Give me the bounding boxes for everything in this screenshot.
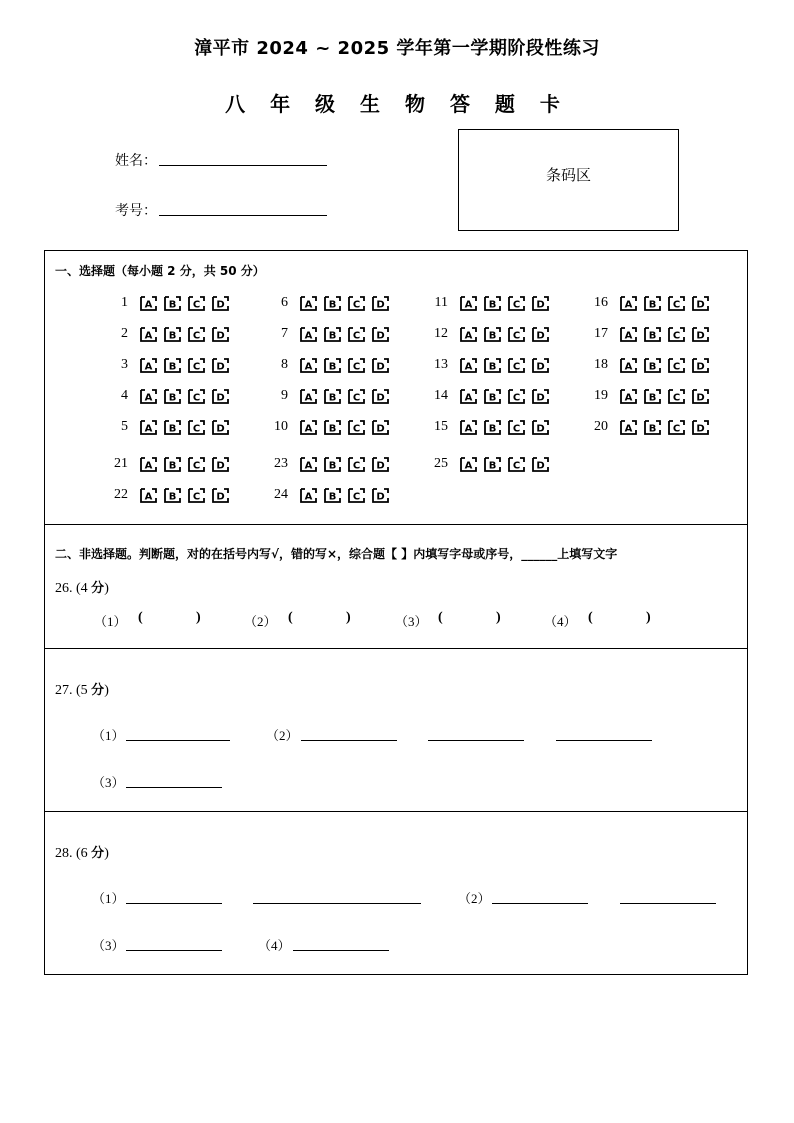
answer-bubble-b[interactable] bbox=[324, 488, 341, 503]
svg-text:D: D bbox=[536, 299, 545, 311]
svg-text:B: B bbox=[488, 299, 497, 311]
svg-text:D: D bbox=[376, 423, 385, 435]
svg-text:A: A bbox=[144, 392, 153, 404]
answer-bubble-b[interactable] bbox=[164, 420, 181, 435]
answer-bubble-d[interactable] bbox=[212, 358, 229, 373]
section1-title: 一、选择题（每小题 2 分，共 50 分） bbox=[55, 264, 265, 278]
q27-part3-label: （3） bbox=[92, 775, 125, 790]
exam-number-field[interactable] bbox=[159, 215, 327, 216]
question-number: 6 bbox=[281, 295, 288, 310]
svg-text:A: A bbox=[464, 330, 473, 342]
answer-bubble-a[interactable] bbox=[300, 420, 317, 435]
question-number: 4 bbox=[121, 388, 128, 403]
q26-part4-close-bracket: ) bbox=[646, 610, 651, 625]
svg-text:D: D bbox=[376, 392, 385, 404]
question-27-title: 27. (5 分) bbox=[55, 683, 109, 698]
answer-bubble-a[interactable] bbox=[620, 296, 637, 311]
question-number: 19 bbox=[594, 388, 608, 403]
svg-text:A: A bbox=[464, 392, 473, 404]
q26-part1-close-bracket: ) bbox=[196, 610, 201, 625]
question-number: 12 bbox=[434, 326, 448, 341]
answer-bubble-b[interactable] bbox=[324, 296, 341, 311]
answer-bubble-a[interactable] bbox=[620, 389, 637, 404]
svg-text:D: D bbox=[696, 361, 705, 373]
section-divider bbox=[44, 524, 748, 525]
question-28-title: 28. (6 分) bbox=[55, 846, 109, 861]
svg-text:A: A bbox=[464, 460, 473, 472]
answer-bubble-c[interactable] bbox=[188, 420, 205, 435]
question-number: 21 bbox=[114, 456, 128, 471]
question-number: 23 bbox=[274, 456, 288, 471]
answer-bubble-c[interactable] bbox=[188, 389, 205, 404]
svg-text:D: D bbox=[536, 423, 545, 435]
svg-text:C: C bbox=[352, 423, 361, 435]
answer-bubble-c[interactable] bbox=[348, 457, 365, 472]
answer-bubble-d[interactable] bbox=[532, 296, 549, 311]
svg-text:B: B bbox=[168, 491, 177, 503]
svg-text:C: C bbox=[672, 423, 681, 435]
question-number: 22 bbox=[114, 487, 128, 502]
svg-text:B: B bbox=[488, 361, 497, 373]
svg-text:A: A bbox=[464, 361, 473, 373]
q28-part1-blank-2[interactable] bbox=[253, 903, 421, 904]
answer-bubble-b[interactable] bbox=[164, 327, 181, 342]
q28-part3-label: （3） bbox=[92, 938, 125, 953]
question-number: 5 bbox=[121, 419, 128, 434]
answer-bubble-c[interactable] bbox=[508, 389, 525, 404]
svg-text:D: D bbox=[696, 392, 705, 404]
barcode-label: 条码区 bbox=[545, 166, 591, 184]
svg-text:D: D bbox=[536, 361, 545, 373]
answer-bubble-b[interactable] bbox=[164, 457, 181, 472]
answer-bubble-c[interactable] bbox=[348, 327, 365, 342]
answer-bubble-b[interactable] bbox=[644, 420, 661, 435]
answer-bubble-c[interactable] bbox=[188, 358, 205, 373]
answer-bubble-a[interactable] bbox=[300, 327, 317, 342]
svg-text:A: A bbox=[144, 330, 153, 342]
svg-text:D: D bbox=[696, 299, 705, 311]
answer-bubble-b[interactable] bbox=[324, 420, 341, 435]
question-number: 17 bbox=[594, 326, 608, 341]
q27-part3-blank[interactable] bbox=[126, 787, 222, 788]
q26-part2-open-bracket: ( bbox=[288, 610, 293, 625]
q26-part3-open-bracket: ( bbox=[438, 610, 443, 625]
svg-text:D: D bbox=[376, 361, 385, 373]
q27-part1-label: （1） bbox=[92, 728, 125, 743]
q28-part4-blank[interactable] bbox=[293, 950, 389, 951]
question-number: 2 bbox=[121, 326, 128, 341]
svg-text:A: A bbox=[304, 299, 313, 311]
answer-bubble-b[interactable] bbox=[484, 420, 501, 435]
answer-bubble-b[interactable] bbox=[484, 296, 501, 311]
answer-bubble-c[interactable] bbox=[348, 488, 365, 503]
svg-text:C: C bbox=[672, 392, 681, 404]
answer-bubble-d[interactable] bbox=[532, 420, 549, 435]
svg-text:D: D bbox=[696, 330, 705, 342]
answer-bubble-d[interactable] bbox=[372, 358, 389, 373]
svg-text:C: C bbox=[352, 330, 361, 342]
name-label: 姓名： bbox=[115, 153, 157, 169]
svg-text:B: B bbox=[488, 330, 497, 342]
answer-bubble-d[interactable] bbox=[692, 389, 709, 404]
svg-text:D: D bbox=[216, 361, 225, 373]
svg-text:C: C bbox=[192, 423, 201, 435]
svg-text:C: C bbox=[192, 361, 201, 373]
answer-bubble-d[interactable] bbox=[532, 358, 549, 373]
svg-text:C: C bbox=[192, 330, 201, 342]
svg-text:C: C bbox=[672, 361, 681, 373]
svg-text:A: A bbox=[304, 361, 313, 373]
q26-part3-label: （3） bbox=[395, 614, 428, 629]
svg-text:B: B bbox=[328, 299, 337, 311]
answer-bubble-d[interactable] bbox=[212, 488, 229, 503]
answer-bubble-a[interactable] bbox=[300, 389, 317, 404]
svg-text:B: B bbox=[648, 392, 657, 404]
svg-text:D: D bbox=[536, 460, 545, 472]
answer-bubble-a[interactable] bbox=[300, 296, 317, 311]
svg-text:B: B bbox=[328, 361, 337, 373]
svg-text:C: C bbox=[192, 299, 201, 311]
answer-bubble-b[interactable] bbox=[324, 358, 341, 373]
q27-part2-blank-2[interactable] bbox=[428, 740, 524, 741]
page-title: 漳平市 2024 ~ 2025 学年第一学期阶段性练习 bbox=[194, 38, 600, 59]
svg-text:D: D bbox=[376, 299, 385, 311]
svg-text:A: A bbox=[144, 491, 153, 503]
answer-bubble-b[interactable] bbox=[164, 389, 181, 404]
question-number: 1 bbox=[121, 295, 128, 310]
q26-part4-open-bracket: ( bbox=[588, 610, 593, 625]
svg-text:A: A bbox=[304, 423, 313, 435]
question-number: 16 bbox=[594, 295, 608, 310]
question-number: 7 bbox=[281, 326, 288, 341]
answer-bubble-c[interactable] bbox=[348, 358, 365, 373]
svg-text:D: D bbox=[536, 330, 545, 342]
svg-text:D: D bbox=[376, 330, 385, 342]
answer-bubble-c[interactable] bbox=[668, 296, 685, 311]
answer-bubble-d[interactable] bbox=[692, 327, 709, 342]
svg-text:B: B bbox=[488, 423, 497, 435]
q26-part1-answer[interactable] bbox=[146, 608, 194, 628]
svg-text:B: B bbox=[328, 460, 337, 472]
answer-bubble-b[interactable] bbox=[644, 296, 661, 311]
question-26-title: 26. (4 分) bbox=[55, 581, 109, 596]
answer-bubble-d[interactable] bbox=[372, 389, 389, 404]
svg-text:A: A bbox=[624, 423, 633, 435]
answer-bubble-c[interactable] bbox=[508, 327, 525, 342]
svg-text:B: B bbox=[328, 330, 337, 342]
answer-bubble-c[interactable] bbox=[668, 327, 685, 342]
svg-text:D: D bbox=[216, 330, 225, 342]
answer-bubble-d[interactable] bbox=[372, 296, 389, 311]
svg-text:B: B bbox=[168, 299, 177, 311]
svg-text:B: B bbox=[168, 361, 177, 373]
answer-bubble-b[interactable] bbox=[324, 327, 341, 342]
q28-part1-blank-1[interactable] bbox=[126, 903, 222, 904]
answer-bubble-c[interactable] bbox=[508, 358, 525, 373]
svg-text:A: A bbox=[144, 423, 153, 435]
answer-bubble-c[interactable] bbox=[188, 457, 205, 472]
svg-text:A: A bbox=[624, 361, 633, 373]
answer-bubble-d[interactable] bbox=[212, 420, 229, 435]
q28-part2-label: （2） bbox=[458, 891, 491, 906]
answer-bubble-a[interactable] bbox=[140, 488, 157, 503]
question-number: 20 bbox=[594, 419, 608, 434]
answer-bubble-a[interactable] bbox=[620, 358, 637, 373]
svg-text:D: D bbox=[376, 491, 385, 503]
svg-text:C: C bbox=[352, 299, 361, 311]
svg-text:C: C bbox=[352, 460, 361, 472]
answer-bubble-c[interactable] bbox=[188, 488, 205, 503]
exam-number-label: 考号： bbox=[115, 203, 157, 219]
answer-bubble-a[interactable] bbox=[300, 457, 317, 472]
svg-text:D: D bbox=[216, 392, 225, 404]
answer-bubble-d[interactable] bbox=[692, 358, 709, 373]
q26-part2-answer[interactable] bbox=[296, 608, 344, 628]
answer-bubble-c[interactable] bbox=[508, 296, 525, 311]
svg-text:B: B bbox=[648, 423, 657, 435]
svg-text:D: D bbox=[216, 460, 225, 472]
answer-bubble-a[interactable] bbox=[460, 327, 477, 342]
svg-text:B: B bbox=[648, 299, 657, 311]
answer-bubble-b[interactable] bbox=[164, 358, 181, 373]
answer-bubble-c[interactable] bbox=[668, 389, 685, 404]
q27-part2-blank-1[interactable] bbox=[301, 740, 397, 741]
answer-bubble-a[interactable] bbox=[460, 296, 477, 311]
svg-text:A: A bbox=[624, 330, 633, 342]
answer-bubble-c[interactable] bbox=[348, 296, 365, 311]
svg-text:B: B bbox=[168, 330, 177, 342]
section-divider bbox=[44, 648, 748, 649]
answer-bubble-d[interactable] bbox=[372, 420, 389, 435]
answer-bubble-a[interactable] bbox=[140, 358, 157, 373]
svg-text:A: A bbox=[624, 299, 633, 311]
svg-text:B: B bbox=[328, 491, 337, 503]
svg-text:A: A bbox=[144, 361, 153, 373]
answer-bubble-c[interactable] bbox=[188, 327, 205, 342]
question-number: 15 bbox=[434, 419, 448, 434]
svg-text:C: C bbox=[512, 460, 521, 472]
answer-bubble-c[interactable] bbox=[668, 358, 685, 373]
answer-bubble-b[interactable] bbox=[484, 457, 501, 472]
answer-bubble-a[interactable] bbox=[300, 488, 317, 503]
answer-bubble-d[interactable] bbox=[692, 296, 709, 311]
svg-text:B: B bbox=[488, 392, 497, 404]
svg-text:B: B bbox=[328, 423, 337, 435]
barcode-area bbox=[458, 129, 679, 231]
svg-text:C: C bbox=[512, 423, 521, 435]
answer-bubble-d[interactable] bbox=[532, 327, 549, 342]
answer-bubble-b[interactable] bbox=[324, 389, 341, 404]
svg-text:D: D bbox=[696, 423, 705, 435]
answer-bubble-d[interactable] bbox=[212, 296, 229, 311]
svg-text:D: D bbox=[216, 423, 225, 435]
answer-bubble-d[interactable] bbox=[372, 488, 389, 503]
question-number: 25 bbox=[434, 456, 448, 471]
svg-text:D: D bbox=[376, 460, 385, 472]
q26-part1-label: （1） bbox=[94, 614, 127, 629]
answer-bubble-a[interactable] bbox=[460, 358, 477, 373]
svg-text:D: D bbox=[216, 491, 225, 503]
answer-bubble-a[interactable] bbox=[460, 389, 477, 404]
answer-bubble-a[interactable] bbox=[300, 358, 317, 373]
svg-text:A: A bbox=[304, 491, 313, 503]
answer-bubble-b[interactable] bbox=[644, 358, 661, 373]
q28-part2-blank-2[interactable] bbox=[620, 903, 716, 904]
svg-text:A: A bbox=[304, 392, 313, 404]
svg-text:D: D bbox=[536, 392, 545, 404]
answer-bubble-b[interactable] bbox=[484, 389, 501, 404]
svg-text:C: C bbox=[352, 361, 361, 373]
section-divider bbox=[44, 811, 748, 812]
name-field[interactable] bbox=[159, 165, 327, 166]
q27-part1-blank[interactable] bbox=[126, 740, 230, 741]
answer-bubble-b[interactable] bbox=[484, 358, 501, 373]
question-number: 11 bbox=[434, 295, 448, 310]
q28-part2-blank-1[interactable] bbox=[492, 903, 588, 904]
svg-text:A: A bbox=[464, 423, 473, 435]
answer-bubble-a[interactable] bbox=[140, 327, 157, 342]
svg-text:A: A bbox=[624, 392, 633, 404]
svg-text:A: A bbox=[464, 299, 473, 311]
answer-bubble-a[interactable] bbox=[460, 457, 477, 472]
answer-bubble-a[interactable] bbox=[620, 327, 637, 342]
svg-text:C: C bbox=[192, 392, 201, 404]
answer-bubble-b[interactable] bbox=[164, 488, 181, 503]
answer-bubble-d[interactable] bbox=[372, 457, 389, 472]
svg-text:C: C bbox=[512, 330, 521, 342]
svg-text:A: A bbox=[304, 460, 313, 472]
answer-bubble-b[interactable] bbox=[164, 296, 181, 311]
q26-part3-answer[interactable] bbox=[446, 608, 494, 628]
q26-part4-answer[interactable] bbox=[596, 608, 644, 628]
q26-part2-close-bracket: ) bbox=[346, 610, 351, 625]
q27-part2-blank-3[interactable] bbox=[556, 740, 652, 741]
answer-bubble-a[interactable] bbox=[140, 296, 157, 311]
question-number: 18 bbox=[594, 357, 608, 372]
answer-bubble-c[interactable] bbox=[348, 389, 365, 404]
answer-bubble-a[interactable] bbox=[140, 389, 157, 404]
svg-text:C: C bbox=[672, 330, 681, 342]
svg-text:A: A bbox=[144, 299, 153, 311]
svg-text:B: B bbox=[168, 460, 177, 472]
answer-bubble-b[interactable] bbox=[644, 389, 661, 404]
question-number: 14 bbox=[434, 388, 448, 403]
answer-bubble-b[interactable] bbox=[484, 327, 501, 342]
answer-bubble-c[interactable] bbox=[508, 457, 525, 472]
answer-bubble-d[interactable] bbox=[692, 420, 709, 435]
answer-bubble-a[interactable] bbox=[140, 457, 157, 472]
svg-text:B: B bbox=[168, 392, 177, 404]
question-number: 8 bbox=[281, 357, 288, 372]
svg-text:B: B bbox=[328, 392, 337, 404]
svg-text:C: C bbox=[352, 392, 361, 404]
question-number: 9 bbox=[281, 388, 288, 403]
answer-bubble-d[interactable] bbox=[372, 327, 389, 342]
answer-bubble-c[interactable] bbox=[508, 420, 525, 435]
answer-bubble-d[interactable] bbox=[532, 389, 549, 404]
svg-text:B: B bbox=[488, 460, 497, 472]
answer-bubble-a[interactable] bbox=[460, 420, 477, 435]
q26-part2-label: （2） bbox=[244, 614, 277, 629]
answer-bubble-a[interactable] bbox=[620, 420, 637, 435]
q28-part3-blank[interactable] bbox=[126, 950, 222, 951]
svg-text:B: B bbox=[168, 423, 177, 435]
q27-part2-label: （2） bbox=[266, 728, 299, 743]
answer-bubble-c[interactable] bbox=[188, 296, 205, 311]
answer-bubble-c[interactable] bbox=[348, 420, 365, 435]
svg-text:A: A bbox=[144, 460, 153, 472]
answer-bubble-d[interactable] bbox=[212, 389, 229, 404]
svg-text:C: C bbox=[512, 361, 521, 373]
svg-text:B: B bbox=[648, 361, 657, 373]
answer-bubble-d[interactable] bbox=[532, 457, 549, 472]
section2-instructions: 二、非选择题。判断题，对的在括号内写√，错的写×，综合题【 】内填写字母或序号，______上填写文字 bbox=[55, 547, 618, 561]
answer-bubble-a[interactable] bbox=[140, 420, 157, 435]
svg-text:C: C bbox=[192, 491, 201, 503]
svg-text:B: B bbox=[648, 330, 657, 342]
svg-text:C: C bbox=[512, 392, 521, 404]
q26-part4-label: （4） bbox=[544, 614, 577, 629]
q26-part3-close-bracket: ) bbox=[496, 610, 501, 625]
question-number: 13 bbox=[434, 357, 448, 372]
svg-text:C: C bbox=[672, 299, 681, 311]
answer-bubble-c[interactable] bbox=[668, 420, 685, 435]
svg-text:C: C bbox=[352, 491, 361, 503]
svg-text:D: D bbox=[216, 299, 225, 311]
q26-part1-open-bracket: ( bbox=[138, 610, 143, 625]
answer-bubble-d[interactable] bbox=[212, 457, 229, 472]
question-number: 24 bbox=[274, 487, 288, 502]
question-number: 10 bbox=[274, 419, 288, 434]
svg-text:A: A bbox=[304, 330, 313, 342]
q28-part4-label: （4） bbox=[258, 938, 291, 953]
q28-part1-label: （1） bbox=[92, 891, 125, 906]
answer-card-subtitle: 八 年 级 生 物 答 题 卡 bbox=[225, 92, 569, 116]
svg-text:C: C bbox=[512, 299, 521, 311]
answer-bubble-b[interactable] bbox=[644, 327, 661, 342]
svg-text:C: C bbox=[192, 460, 201, 472]
answer-bubble-b[interactable] bbox=[324, 457, 341, 472]
answer-bubble-d[interactable] bbox=[212, 327, 229, 342]
question-number: 3 bbox=[121, 357, 128, 372]
